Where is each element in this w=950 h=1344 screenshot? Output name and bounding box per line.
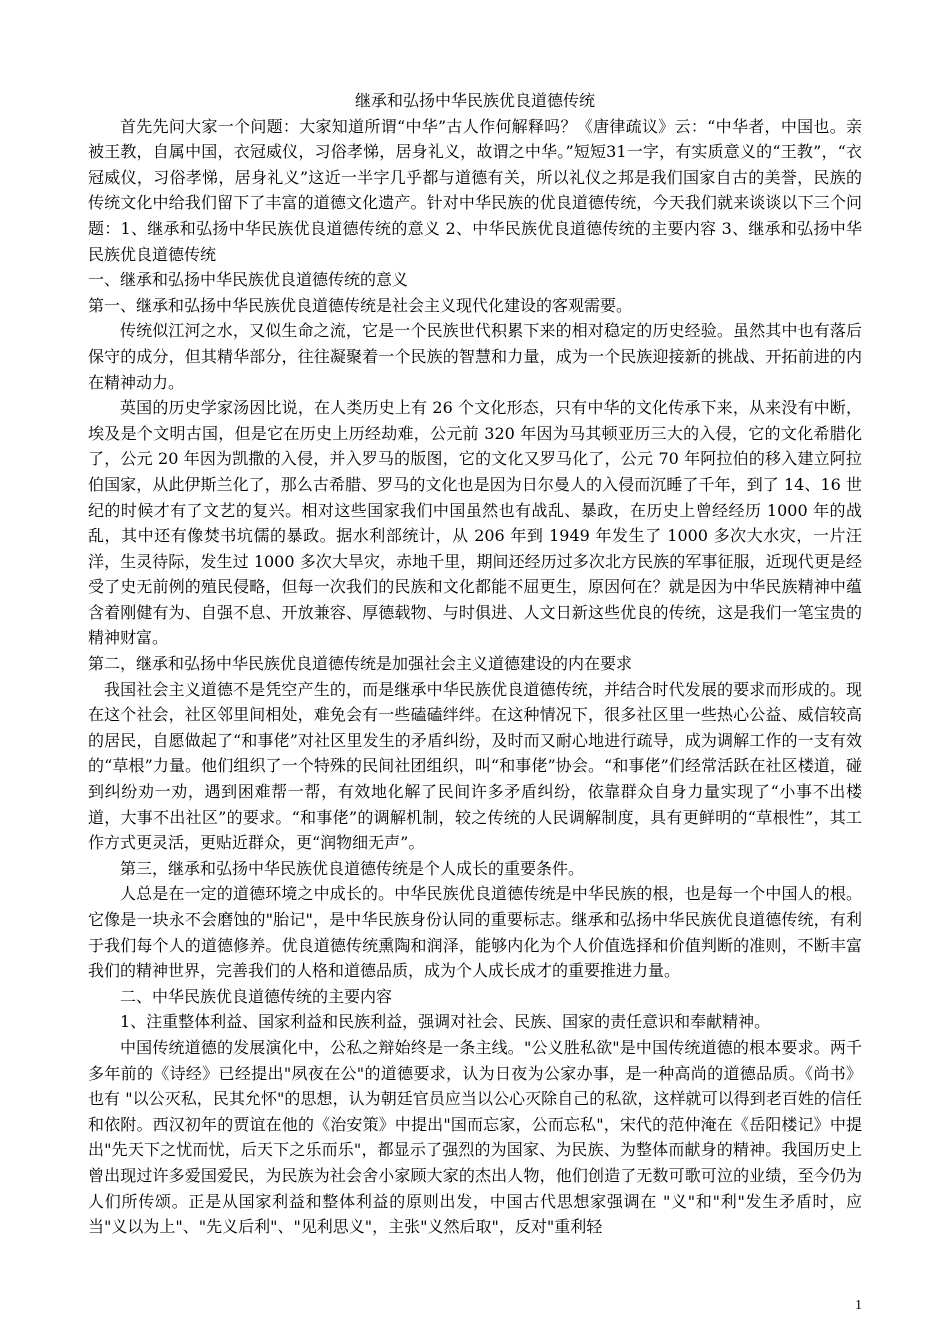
body-paragraph: 我国社会主义道德不是凭空产生的，而是继承中华民族优良道德传统，并结合时代发展的要求而形成的。现在这个社会，社区邻里间相处，难免会有一些磕磕绊绊。在这种情况下，很多社区里一些热心公益、威信较高的居民，自愿做起了“和事佬”对社区里发生的矛盾纠纷，及时而又耐心地进行疏导，成为调解工作的一支有效的“草根”力量。他们组织了一个特殊的民间社团组织，叫“和事佬”协会。“和事佬”们经常活跃在社区楼道，碰到纠纷劝一劝，遇到困难帮一帮，有效地化解了民间许多矛盾纠纷，依靠群众自身力量实现了“小事不出楼道，大事不出社区”的要求。“和事佬”的调解机制，较之传统的人民调解制度，具有更鲜明的“草根性”，其工作方式更灵活，更贴近群众，更“润物细无声”。	[88, 679, 862, 853]
list-item-heading: 1、注重整体利益、国家利益和民族利益，强调对社会、民族、国家的责任意识和奉献精神。	[120, 1012, 771, 1032]
body-paragraph: 传统似江河之水，又似生命之流，它是一个民族世代积累下来的相对稳定的历史经验。虽然其中也有落后保守的成分，但其精华部分，往往凝聚着一个民族的智慧和力量，成为一个民族迎接新的挑战、开拓前进的内在精神动力。	[88, 321, 862, 392]
subheading-third: 第三，继承和弘扬中华民族优良道德传统是个人成长的重要条件。	[120, 858, 585, 878]
body-paragraph: 中国传统道德的发展演化中，公私之辩始终是一条主线。"公义胜私欲"是中国传统道德的根本要求。两千多年前的《诗经》已经提出"夙夜在公"的道德要求，认为日夜为公家办事，是一种高尚的道德品质。《尚书》也有 "以公灭私，民其允怀"的思想，认为朝廷官员应当以公心灭除自己的私欲，这样就可以得到老百姓的信任和依附。西汉初年的贾谊在他的《治安策》中提出"国而忘家，公而忘私"，宋代的范仲淹在《岳阳楼记》中提出"先天下之忧而忧，后天下之乐而乐"，都显示了强烈的为国家、为民族、为整体而献身的精神。我国历史上曾出现过许多爱国爱民，为民族为社会舍小家顾大家的杰出人物，他们创造了无数可歌可泣的业绩，至今仍为人们所传颂。正是从国家利益和整体利益的原则出发，中国古代思想家强调在 "义"和"利"发生矛盾时，应当"义以为上"、"先义后利"、"见利思义"，主张"义然后取"，反对"重利轻	[88, 1037, 862, 1237]
subheading-first: 第一、继承和弘扬中华民族优良道德传统是社会主义现代化建设的客观需要。	[88, 295, 633, 315]
section-heading-2: 二、中华民族优良道德传统的主要内容	[120, 986, 393, 1006]
body-paragraph: 英国的历史学家汤因比说，在人类历史上有 26 个文化形态，只有中华的文化传承下来，从来没有中断，埃及是个文明古国，但是它在历史上历经劫难，公元前 320 年因为马其顿亚历三大的入侵，它的文化希腊化了，公元 20 年因为凯撒的入侵，并入罗马的版图，它的文化又罗马化了，公元 70 年阿拉伯的移入建立阿拉伯国家，从此伊斯兰化了，那么古希腊、罗马的文化也是因为日尔曼人的入侵而沉睡了千年，到了 14、16 世纪的时候才有了文艺的复兴。相对这些国家我们中国虽然也有战乱、暴政，在历史上曾经经历 1000 年的战乱，其中还有像焚书坑儒的暴政。据水利部统计，从 206 年到 1949 年发生了 1000 多次大水灾，一片汪洋，生灵待际，发生过 1000 多次大旱灾，赤地千里，期间还经历过多次北方民族的军事征服，近现代更是经受了史无前例的殖民侵略，但每一次我们的民族和文化都能不屈更生，原因何在？就是因为中华民族精神中蕴含着刚健有为、自强不息、开放兼容、厚德载物、与时俱进、人文日新这些优良的传统，这是我们一笔宝贵的精神财富。	[88, 398, 862, 648]
body-paragraph: 人总是在一定的道德环境之中成长的。中华民族优良道德传统是中华民族的根，也是每一个中国人的根。它像是一块永不会磨蚀的"胎记"，是中华民族身份认同的重要标志。继承和弘扬中华民族优良道德传统，有利于我们每个人的道德修养。优良道德传统熏陶和润泽，能够内化为个人价值选择和价值判断的准则，不断丰富我们的精神世界，完善我们的人格和道德品质，成为个人成长成才的重要推进力量。	[88, 884, 862, 981]
document-page	[88, 88, 862, 1240]
subheading-second: 第二，继承和弘扬中华民族优良道德传统是加强社会主义道德建设的内在要求	[88, 654, 633, 674]
document-title: 继承和弘扬中华民族优良道德传统	[354, 91, 595, 110]
page-number: 1	[855, 1298, 862, 1313]
intro-paragraph: 首先先问大家一个问题：大家知道所谓“中华”古人作何解释吗？《唐律疏议》云：“中华者，中国也。亲被王教，自属中国，衣冠威仪，习俗孝悌，居身礼义，故谓之中华。”短短31一字，有实质意义的“王教”，“衣冠威仪，习俗孝悌，居身礼义”这近一半字几乎都与道德有关，所以礼仪之邦是我们国家自古的美誉，民族的传统文化中给我们留下了丰富的道德文化遗产。针对中华民族的优良道德传统，今天我们就来谈谈以下三个问题：1、继承和弘扬中华民族优良道德传统的意义 2、中华民族优良道德传统的主要内容 3、继承和弘扬中华民族优良道德传统	[88, 116, 862, 264]
section-heading-1: 一、继承和弘扬中华民族优良道德传统的意义	[88, 270, 409, 290]
